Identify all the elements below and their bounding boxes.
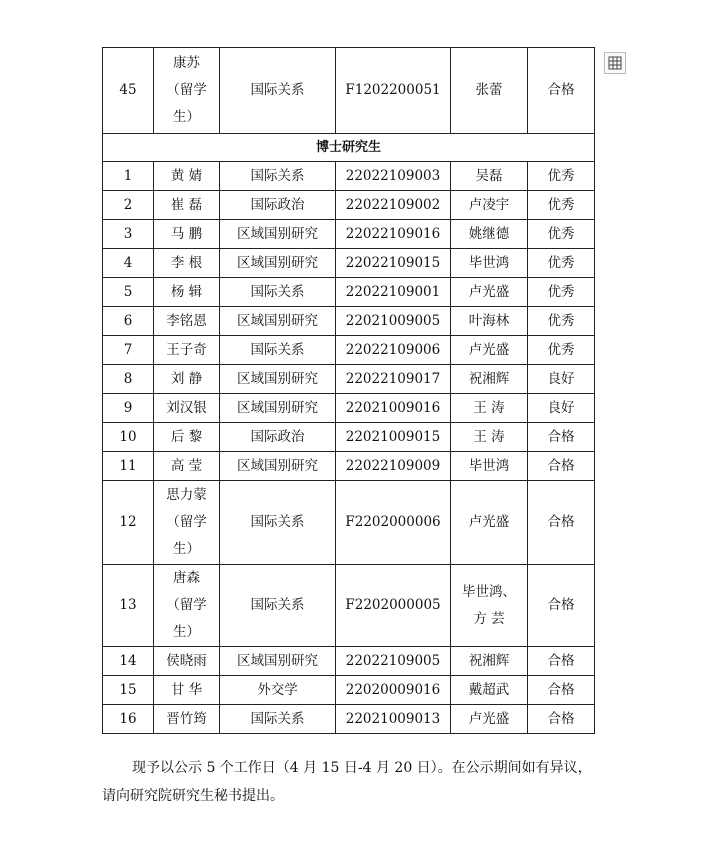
student-number-cell: 16 xyxy=(103,705,154,734)
student-id-cell: 22022109006 xyxy=(336,336,451,365)
table-row xyxy=(103,365,595,394)
student-major-cell: 区域国别研究 xyxy=(220,647,336,676)
student-number-cell: 2 xyxy=(103,191,154,220)
advisor-name-cell xyxy=(451,423,528,452)
student-name-line: （留学 xyxy=(166,597,207,613)
table-row xyxy=(103,394,595,423)
student-id-cell: 22022109002 xyxy=(336,191,451,220)
table-row xyxy=(103,249,595,278)
grade-cell: 合格 xyxy=(528,481,595,565)
grade-cell: 合格 xyxy=(528,647,595,676)
table-row xyxy=(103,647,595,676)
advisor-name-cell xyxy=(451,394,528,423)
student-major-cell: 区域国别研究 xyxy=(220,249,336,278)
advisor-name-line: 叶海林 xyxy=(468,312,510,329)
grade-cell: 优秀 xyxy=(528,191,595,220)
student-name-cell xyxy=(154,565,220,647)
grade-cell: 合格 xyxy=(528,48,595,134)
grade-cell: 优秀 xyxy=(528,220,595,249)
student-id-cell: 22021009016 xyxy=(336,394,451,423)
student-name-cell xyxy=(154,705,220,734)
student-major-cell: 国际关系 xyxy=(220,481,336,565)
student-id-cell: 22020009016 xyxy=(336,676,451,705)
notice-line-2: 请向研究院研究生秘书提出。 xyxy=(102,788,284,804)
student-major-cell: 区域国别研究 xyxy=(220,220,336,249)
advisor-name-cell xyxy=(451,452,528,481)
table-row xyxy=(103,162,595,191)
table-row xyxy=(103,307,595,336)
advisor-name-line: 毕世鸿 xyxy=(468,457,510,474)
student-id-cell: 22022109017 xyxy=(336,365,451,394)
advisor-name-line: 祝湘辉 xyxy=(468,370,510,387)
student-name-cell xyxy=(154,676,220,705)
student-number-cell: 4 xyxy=(103,249,154,278)
table-row xyxy=(103,278,595,307)
student-name-line: （留学 xyxy=(166,514,207,530)
table-row xyxy=(103,705,595,734)
student-id-cell: 22021009015 xyxy=(336,423,451,452)
student-name-line: 刘汉银 xyxy=(166,399,207,416)
student-name-cell xyxy=(154,423,220,452)
advisor-name-cell xyxy=(451,249,528,278)
table-row xyxy=(103,452,595,481)
student-name-cell xyxy=(154,647,220,676)
advisor-name-line: 毕世鸿 xyxy=(468,254,510,271)
advisor-name-cell xyxy=(451,191,528,220)
student-name-line: 崔 磊 xyxy=(170,196,203,213)
section-title: 博士研究生 xyxy=(103,134,595,162)
table-select-icon[interactable] xyxy=(604,52,626,74)
advisor-name-line: 卢光盛 xyxy=(468,283,510,300)
student-name-cell xyxy=(154,191,220,220)
table-row xyxy=(103,191,595,220)
advisor-name-line: 王 涛 xyxy=(473,399,505,416)
student-major-cell: 区域国别研究 xyxy=(220,307,336,336)
student-name-line: 思力蒙 xyxy=(166,487,207,503)
student-id-cell: F2202000006 xyxy=(336,481,451,565)
student-id-cell: 22022109005 xyxy=(336,647,451,676)
table-grid-icon xyxy=(608,56,622,70)
student-number-cell: 12 xyxy=(103,481,154,565)
student-name-line: 生） xyxy=(173,624,200,640)
student-name-cell xyxy=(154,481,220,565)
grade-cell: 合格 xyxy=(528,423,595,452)
student-number-cell: 3 xyxy=(103,220,154,249)
grade-cell: 良好 xyxy=(528,365,595,394)
student-major-cell: 国际关系 xyxy=(220,705,336,734)
student-major-cell: 国际关系 xyxy=(220,565,336,647)
student-number-cell: 45 xyxy=(103,48,154,134)
student-number-cell: 11 xyxy=(103,452,154,481)
student-major-cell: 国际关系 xyxy=(220,48,336,134)
advisor-name-cell xyxy=(451,565,528,647)
student-major-cell: 国际关系 xyxy=(220,162,336,191)
advisor-name-cell xyxy=(451,162,528,191)
advisor-name-line: 戴超武 xyxy=(468,681,510,698)
student-id-cell: 22021009005 xyxy=(336,307,451,336)
advisor-name-line: 吴磊 xyxy=(475,167,503,184)
student-name-cell xyxy=(154,249,220,278)
student-number-cell: 13 xyxy=(103,565,154,647)
advisor-name-line: 卢光盛 xyxy=(468,710,510,727)
grade-cell: 优秀 xyxy=(528,249,595,278)
student-name-line: 王子奇 xyxy=(166,341,207,358)
student-name-line: 马 鹏 xyxy=(170,225,203,242)
student-name-line: 生） xyxy=(173,109,200,125)
student-number-cell: 8 xyxy=(103,365,154,394)
advisor-name-cell xyxy=(451,705,528,734)
grade-cell: 合格 xyxy=(528,705,595,734)
student-name-cell xyxy=(154,278,220,307)
student-major-cell: 区域国别研究 xyxy=(220,452,336,481)
table-row xyxy=(103,336,595,365)
student-name-line: 黄 婧 xyxy=(170,167,203,184)
advisor-name-line: 卢光盛 xyxy=(468,514,510,530)
student-name-cell xyxy=(154,336,220,365)
advisor-name-cell xyxy=(451,278,528,307)
student-major-cell: 国际政治 xyxy=(220,423,336,452)
table-row xyxy=(103,220,595,249)
student-number-cell: 1 xyxy=(103,162,154,191)
student-name-cell xyxy=(154,307,220,336)
student-number-cell: 9 xyxy=(103,394,154,423)
student-id-cell: F1202200051 xyxy=(336,48,451,134)
advisor-name-line: 张蕾 xyxy=(475,82,503,98)
student-name-line: 高 莹 xyxy=(170,457,203,474)
grade-cell: 良好 xyxy=(528,394,595,423)
student-name-line: 杨 辑 xyxy=(170,283,203,300)
advisor-name-cell xyxy=(451,676,528,705)
results-table xyxy=(102,47,595,734)
student-name-line: 李 根 xyxy=(170,254,203,271)
student-name-cell xyxy=(154,394,220,423)
table-row xyxy=(103,48,595,134)
advisor-name-cell xyxy=(451,647,528,676)
student-major-cell: 国际关系 xyxy=(220,336,336,365)
table-row xyxy=(103,423,595,452)
student-major-cell: 区域国别研究 xyxy=(220,394,336,423)
student-major-cell: 国际关系 xyxy=(220,278,336,307)
grade-cell: 合格 xyxy=(528,565,595,647)
advisor-name-cell xyxy=(451,481,528,565)
section-header-row xyxy=(103,134,595,162)
advisor-name-line: 卢光盛 xyxy=(468,341,510,358)
grade-cell: 合格 xyxy=(528,676,595,705)
student-id-cell: 22022109015 xyxy=(336,249,451,278)
advisor-name-cell xyxy=(451,336,528,365)
student-name-line: （留学 xyxy=(166,82,207,98)
notice-line-1: 现予以公示 5 个工作日（4 月 15 日-4 月 20 日）。在公示期间如有异议， xyxy=(132,760,592,776)
student-name-line: 生） xyxy=(173,541,200,557)
student-name-cell xyxy=(154,220,220,249)
advisor-name-line: 祝湘辉 xyxy=(468,652,510,669)
student-name-cell xyxy=(154,452,220,481)
notice-paragraph xyxy=(102,754,602,810)
student-number-cell: 14 xyxy=(103,647,154,676)
student-id-cell: 22022109009 xyxy=(336,452,451,481)
advisor-name-cell xyxy=(451,307,528,336)
student-number-cell: 7 xyxy=(103,336,154,365)
advisor-name-line: 方 芸 xyxy=(473,610,505,627)
grade-cell: 优秀 xyxy=(528,336,595,365)
advisor-name-cell xyxy=(451,220,528,249)
student-name-line: 后 黎 xyxy=(170,428,203,445)
student-id-cell: 22022109003 xyxy=(336,162,451,191)
advisor-name-cell xyxy=(451,48,528,134)
student-name-line: 甘 华 xyxy=(170,681,203,698)
student-major-cell: 外交学 xyxy=(220,676,336,705)
student-major-cell: 国际政治 xyxy=(220,191,336,220)
student-id-cell: 22022109016 xyxy=(336,220,451,249)
advisor-name-line: 卢凌宇 xyxy=(468,196,510,213)
student-name-line: 侯晓雨 xyxy=(166,652,207,669)
student-number-cell: 5 xyxy=(103,278,154,307)
advisor-name-line: 姚继德 xyxy=(468,225,510,242)
student-number-cell: 6 xyxy=(103,307,154,336)
student-name-line: 李铭恩 xyxy=(166,312,207,329)
grade-cell: 优秀 xyxy=(528,307,595,336)
advisor-name-cell xyxy=(451,365,528,394)
student-name-cell xyxy=(154,365,220,394)
advisor-name-line: 王 涛 xyxy=(473,428,505,445)
student-id-cell: 22022109001 xyxy=(336,278,451,307)
student-number-cell: 10 xyxy=(103,423,154,452)
student-name-cell xyxy=(154,162,220,191)
student-name-cell xyxy=(154,48,220,134)
advisor-name-line: 毕世鸿、 xyxy=(462,583,516,600)
grade-cell: 合格 xyxy=(528,452,595,481)
grade-cell: 优秀 xyxy=(528,162,595,191)
table-row xyxy=(103,481,595,565)
student-id-cell: 22021009013 xyxy=(336,705,451,734)
student-number-cell: 15 xyxy=(103,676,154,705)
student-name-line: 晋竹筠 xyxy=(166,710,207,727)
student-id-cell: F2202000005 xyxy=(336,565,451,647)
table-row xyxy=(103,565,595,647)
student-name-line: 唐森 xyxy=(173,570,200,586)
student-name-line: 康苏 xyxy=(173,55,200,71)
student-name-line: 刘 静 xyxy=(170,370,203,387)
student-major-cell: 区域国别研究 xyxy=(220,365,336,394)
results-table-body xyxy=(103,48,595,734)
table-row xyxy=(103,676,595,705)
grade-cell: 优秀 xyxy=(528,278,595,307)
